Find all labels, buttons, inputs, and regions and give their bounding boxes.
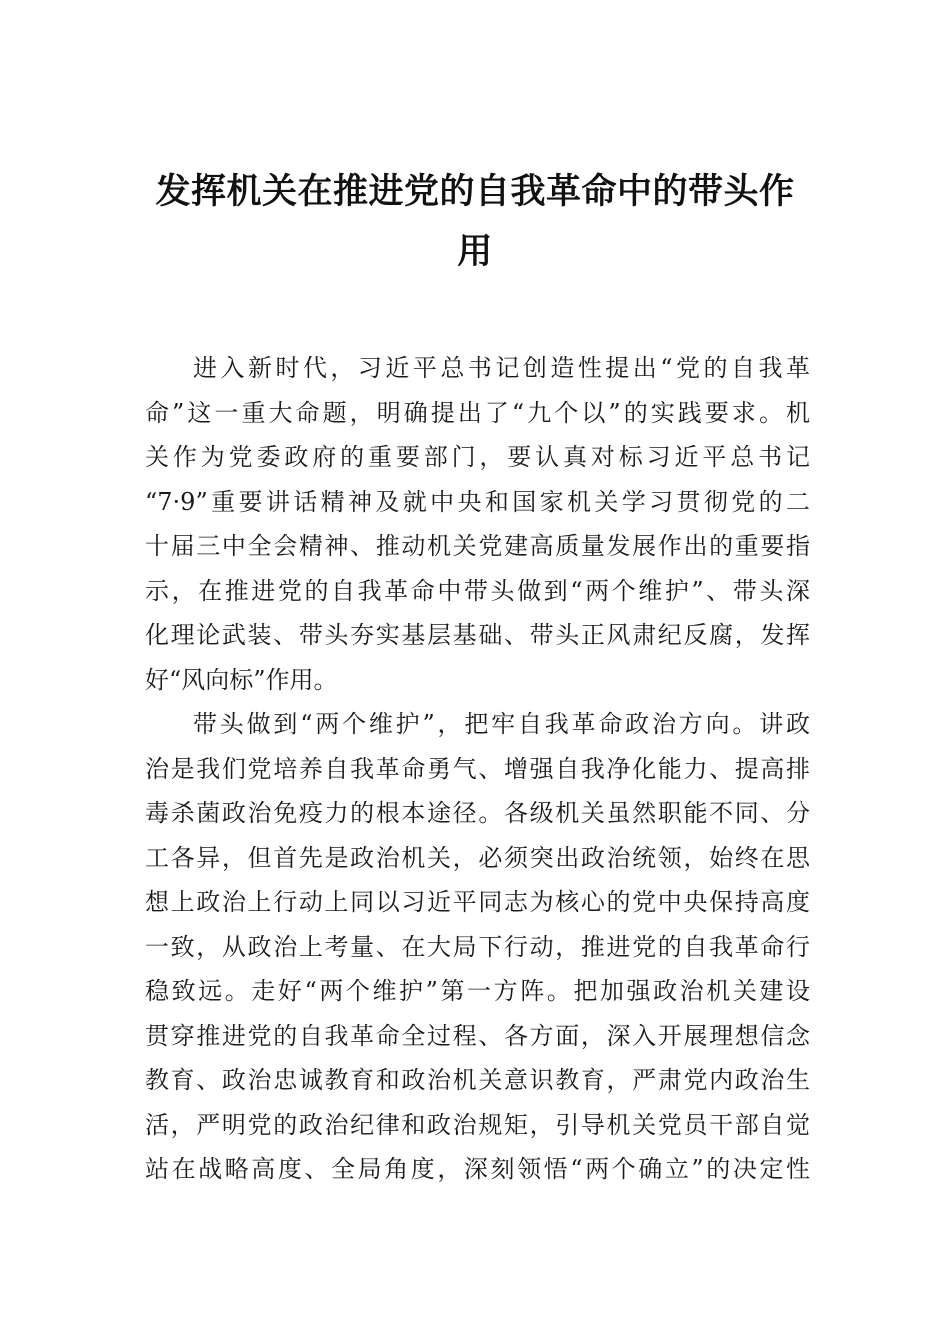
body-text-line: “7·9”重要讲话精神及就中央和国家机关学习贯彻党的二	[145, 487, 810, 516]
body-text-line: 治是我们党培养自我革命勇气、增强自我净化能力、提高排	[145, 754, 810, 783]
body-text-line: 进入新时代，习近平总书记创造性提出“党的自我革	[193, 354, 810, 382]
title-line-2: 用	[457, 232, 493, 272]
body-text-line: 十届三中全会精神、推动机关党建高质量发展作出的重要指	[145, 532, 810, 560]
body-text-line: 活，严明党的政治纪律和政治规矩，引导机关党员干部自觉	[145, 1110, 810, 1139]
title-line-1: 发挥机关在推进党的自我革命中的带头作	[155, 172, 795, 212]
body-text-line: 贯穿推进党的自我革命全过程、各方面，深入开展理想信念	[145, 1021, 810, 1050]
body-text-line: 稳致远。走好“两个维护”第一方阵。把加强政治机关建设	[145, 977, 810, 1005]
body-text-line: 化理论武装、带头夯实基层基础、带头正风肃纪反腐，发挥	[145, 621, 810, 649]
document-body	[145, 346, 810, 1192]
body-text-line: 想上政治上行动上同以习近平同志为核心的党中央保持高度	[145, 888, 810, 916]
body-text-line: 教育、政治忠诚教育和政治机关意识教育，严肃党内政治生	[145, 1066, 810, 1094]
body-text-line: 关作为党委政府的重要部门，要认真对标习近平总书记	[145, 443, 810, 471]
body-text-line: 毒杀菌政治免疫力的根本途径。各级机关虽然职能不同、分	[145, 799, 810, 827]
body-text-line: 一致，从政治上考量、在大局下行动，推进党的自我革命行	[145, 932, 810, 961]
body-text-line: 好“风向标”作用。	[145, 665, 338, 694]
body-text-line: 站在战略高度、全局角度，深刻领悟“两个确立”的决定性	[145, 1155, 810, 1183]
body-text-line: 带头做到“两个维护”，把牢自我革命政治方向。讲政	[193, 710, 810, 738]
body-text-line: 示，在推进党的自我革命中带头做到“两个维护”、带头深	[145, 576, 810, 605]
document-title	[145, 162, 805, 282]
body-text-line: 命”这一重大命题，明确提出了“九个以”的实践要求。机	[145, 398, 810, 427]
body-text-line: 工各异，但首先是政治机关，必须突出政治统领，始终在思	[145, 843, 810, 872]
